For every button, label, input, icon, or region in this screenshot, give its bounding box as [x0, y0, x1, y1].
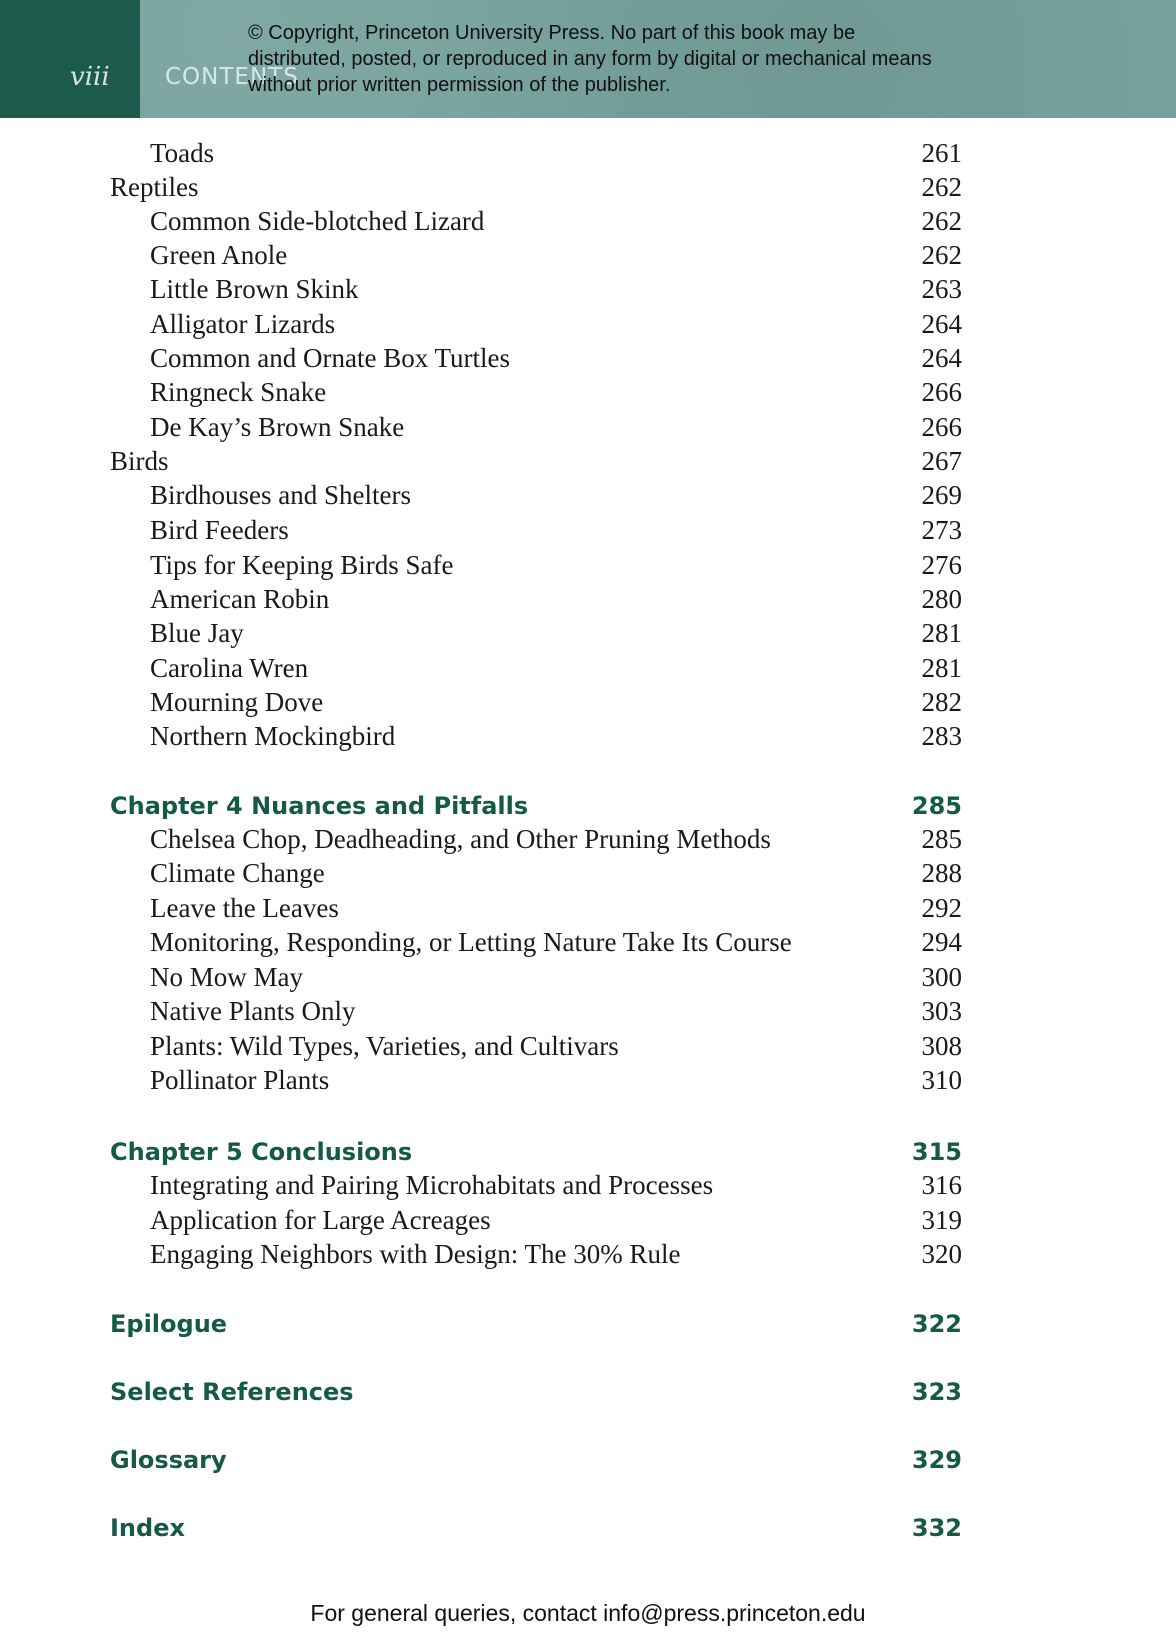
- toc-entry-title: Engaging Neighbors with Design: The 30% Rule: [150, 1239, 681, 1269]
- toc-entry-page: 285: [911, 792, 962, 820]
- toc-section-heading[interactable]: [110, 1310, 962, 1346]
- toc-entry[interactable]: [110, 550, 962, 586]
- toc-entry-page: 283: [921, 721, 962, 751]
- toc-entry[interactable]: [110, 721, 962, 757]
- toc-entry-title: Chelsea Chop, Deadheading, and Other Pruning Methods: [150, 824, 771, 854]
- toc-entry[interactable]: [110, 377, 962, 413]
- toc-section-heading[interactable]: [110, 1514, 962, 1550]
- toc-entry[interactable]: [110, 584, 962, 620]
- toc-entry-title: Select References: [110, 1378, 354, 1406]
- toc-entry-page: 329: [911, 1446, 962, 1474]
- toc-entry-page: 303: [921, 996, 962, 1026]
- toc-entry-page: 332: [911, 1514, 962, 1542]
- toc-entry[interactable]: [110, 274, 962, 310]
- toc-entry[interactable]: [110, 343, 962, 379]
- page-header-band: [0, 0, 1176, 118]
- toc-entry-page: 281: [921, 653, 962, 683]
- toc-entry[interactable]: [110, 893, 962, 929]
- toc-entry[interactable]: [110, 962, 962, 998]
- toc-entry-title: Native Plants Only: [150, 996, 356, 1026]
- running-head: CONTENTS: [165, 64, 299, 90]
- toc-entry-title: Ringneck Snake: [150, 377, 327, 407]
- toc-entry-title: Tips for Keeping Birds Safe: [150, 550, 454, 580]
- toc-entry-page: 261: [921, 138, 962, 168]
- toc-entry-title: Mourning Dove: [150, 687, 324, 717]
- copyright-notice: © Copyright, Princeton University Press. No part of this book may be distributed, posted, or reproduced in any form by digital or mechanical means without prior written permission of the publisher.: [248, 22, 932, 96]
- toc-entry-title: Alligator Lizards: [150, 309, 336, 339]
- toc-entry[interactable]: [110, 618, 962, 654]
- toc-entry-page: 266: [921, 412, 962, 442]
- toc-entry-page: 273: [921, 515, 962, 545]
- toc-entry[interactable]: [110, 1170, 962, 1206]
- toc-entry[interactable]: [110, 824, 962, 860]
- toc-entry-title: Epilogue: [110, 1310, 228, 1338]
- toc-entry-page: 264: [921, 309, 962, 339]
- toc-entry[interactable]: [110, 1239, 962, 1275]
- toc-entry[interactable]: [110, 412, 962, 448]
- toc-entry-title: Birds: [110, 446, 169, 476]
- toc-entry-title: Green Anole: [150, 240, 288, 270]
- toc-entry-title: Monitoring, Responding, or Letting Nature Take Its Course: [150, 927, 792, 957]
- toc-entry-title: Common Side-blotched Lizard: [150, 206, 485, 236]
- toc-entry-page: 262: [921, 206, 962, 236]
- toc-section-heading[interactable]: [110, 1446, 962, 1482]
- toc-entry[interactable]: [110, 1031, 962, 1067]
- toc-entry-page: 315: [911, 1138, 962, 1166]
- toc-entry-page: 288: [921, 858, 962, 888]
- toc-entry-title: Birdhouses and Shelters: [150, 480, 411, 510]
- toc-entry-title: Bird Feeders: [150, 515, 289, 545]
- toc-entry[interactable]: [110, 480, 962, 516]
- toc-entry-page: 322: [911, 1310, 962, 1338]
- toc-entry-title: Climate Change: [150, 858, 325, 888]
- toc-entry-page: 320: [921, 1239, 962, 1269]
- contact-footer: For general queries, contact info@press.princeton.edu: [310, 1600, 866, 1626]
- toc-entry-page: 281: [921, 618, 962, 648]
- header-corner-block: [0, 0, 140, 118]
- toc-entry[interactable]: [110, 858, 962, 894]
- toc-entry[interactable]: [110, 996, 962, 1032]
- toc-entry-page: 292: [921, 893, 962, 923]
- toc-entry-page: 280: [921, 584, 962, 614]
- toc-chapter-heading[interactable]: [110, 1138, 962, 1174]
- toc-entry-page: 262: [921, 172, 962, 202]
- toc-entry-page: 262: [921, 240, 962, 270]
- toc-entry-page: 294: [921, 927, 962, 957]
- toc-entry[interactable]: [110, 240, 962, 276]
- toc-entry[interactable]: [110, 1065, 962, 1101]
- toc-entry-title: Chapter 4 Nuances and Pitfalls: [110, 792, 529, 820]
- toc-entry-title: Chapter 5 Conclusions: [110, 1138, 413, 1166]
- toc-entry[interactable]: [110, 1205, 962, 1241]
- toc-chapter-heading[interactable]: [110, 792, 962, 828]
- toc-entry[interactable]: [110, 309, 962, 345]
- toc-entry-page: 266: [921, 377, 962, 407]
- toc-entry-page: 263: [921, 274, 962, 304]
- toc-entry-title: Carolina Wren: [150, 653, 309, 683]
- toc-section-heading[interactable]: [110, 1378, 962, 1414]
- toc-entry-title: Blue Jay: [150, 618, 244, 648]
- toc-entry-title: Reptiles: [110, 172, 199, 202]
- toc-entry[interactable]: [110, 172, 962, 208]
- toc-entry-title: Integrating and Pairing Microhabitats and Processes: [150, 1170, 714, 1200]
- toc-entry-title: Index: [110, 1514, 185, 1542]
- toc-entry-title: Toads: [150, 138, 215, 168]
- toc-entry-page: 285: [921, 824, 962, 854]
- toc-entry[interactable]: [110, 515, 962, 551]
- toc-entry-title: De Kay’s Brown Snake: [150, 412, 405, 442]
- toc-entry-title: No Mow May: [150, 962, 303, 992]
- toc-entry-page: 300: [921, 962, 962, 992]
- toc-entry-title: Northern Mockingbird: [150, 721, 396, 751]
- toc-entry-page: 316: [921, 1170, 962, 1200]
- toc-entry-page: 264: [921, 343, 962, 373]
- toc-entry-page: 282: [921, 687, 962, 717]
- toc-entry-title: Pollinator Plants: [150, 1065, 330, 1095]
- toc-entry-page: 323: [911, 1378, 962, 1406]
- toc-entry[interactable]: [110, 927, 962, 963]
- toc-entry[interactable]: [110, 206, 962, 242]
- toc-entry[interactable]: [110, 446, 962, 482]
- toc-entry[interactable]: [110, 687, 962, 723]
- toc-entry[interactable]: [110, 138, 962, 174]
- toc-entry-title: Glossary: [110, 1446, 227, 1474]
- toc-entry[interactable]: [110, 653, 962, 689]
- toc-entry-page: 269: [921, 480, 962, 510]
- toc-entry-page: 310: [921, 1065, 962, 1095]
- toc-entry-title: American Robin: [150, 584, 330, 614]
- toc-entry-title: Leave the Leaves: [150, 893, 339, 923]
- page-number-folio: viii: [70, 62, 110, 92]
- toc-entry-title: Common and Ornate Box Turtles: [150, 343, 511, 373]
- toc-entry-title: Plants: Wild Types, Varieties, and Cultivars: [150, 1031, 619, 1061]
- toc-entry-page: 308: [921, 1031, 962, 1061]
- toc-entry-page: 276: [921, 550, 962, 580]
- toc-entry-title: Application for Large Acreages: [150, 1205, 491, 1235]
- toc-entry-page: 319: [921, 1205, 962, 1235]
- toc-entry-page: 267: [921, 446, 962, 476]
- toc-entry-title: Little Brown Skink: [150, 274, 359, 304]
